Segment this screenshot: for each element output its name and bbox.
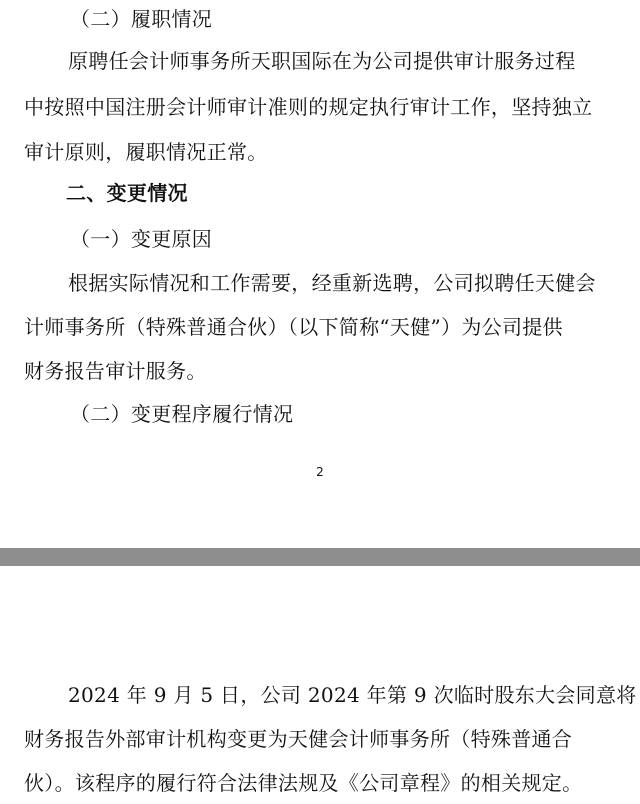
section-heading-change: 二、变更情况: [66, 181, 188, 205]
subsection-heading-reason: （一）变更原因: [70, 227, 213, 251]
page-separator: [0, 548, 640, 566]
paragraph-line: 伙）。该程序的履行符合法律法规及《公司章程》的相关规定。: [24, 771, 583, 795]
paragraph-line: 审计原则，履职情况正常。: [24, 140, 268, 164]
paragraph-line: 根据实际情况和工作需要，经重新选聘，公司拟聘任天健会: [68, 271, 596, 295]
paragraph-line: 中按照中国注册会计师审计准则的规定执行审计工作，坚持独立: [24, 95, 593, 119]
paragraph-line: 计师事务所（特殊普通合伙）（以下简称“天健”）为公司提供: [24, 315, 563, 339]
paragraph-line: 财务报告审计服务。: [24, 359, 207, 383]
subsection-heading-procedure: （二）变更程序履行情况: [70, 402, 294, 426]
document-page: [0, 566, 640, 804]
paragraph-line: 财务报告外部审计机构变更为天健会计师事务所（特殊普通合: [24, 727, 573, 751]
page-number: 2: [316, 465, 324, 479]
paragraph-line: 2024 年 9 月 5 日，公司 2024 年第 9 次临时股东大会同意将: [68, 683, 637, 707]
paragraph-line: 原聘任会计师事务所天职国际在为公司提供审计服务过程: [68, 49, 576, 73]
subsection-heading-performance: （二）履职情况: [70, 7, 213, 31]
